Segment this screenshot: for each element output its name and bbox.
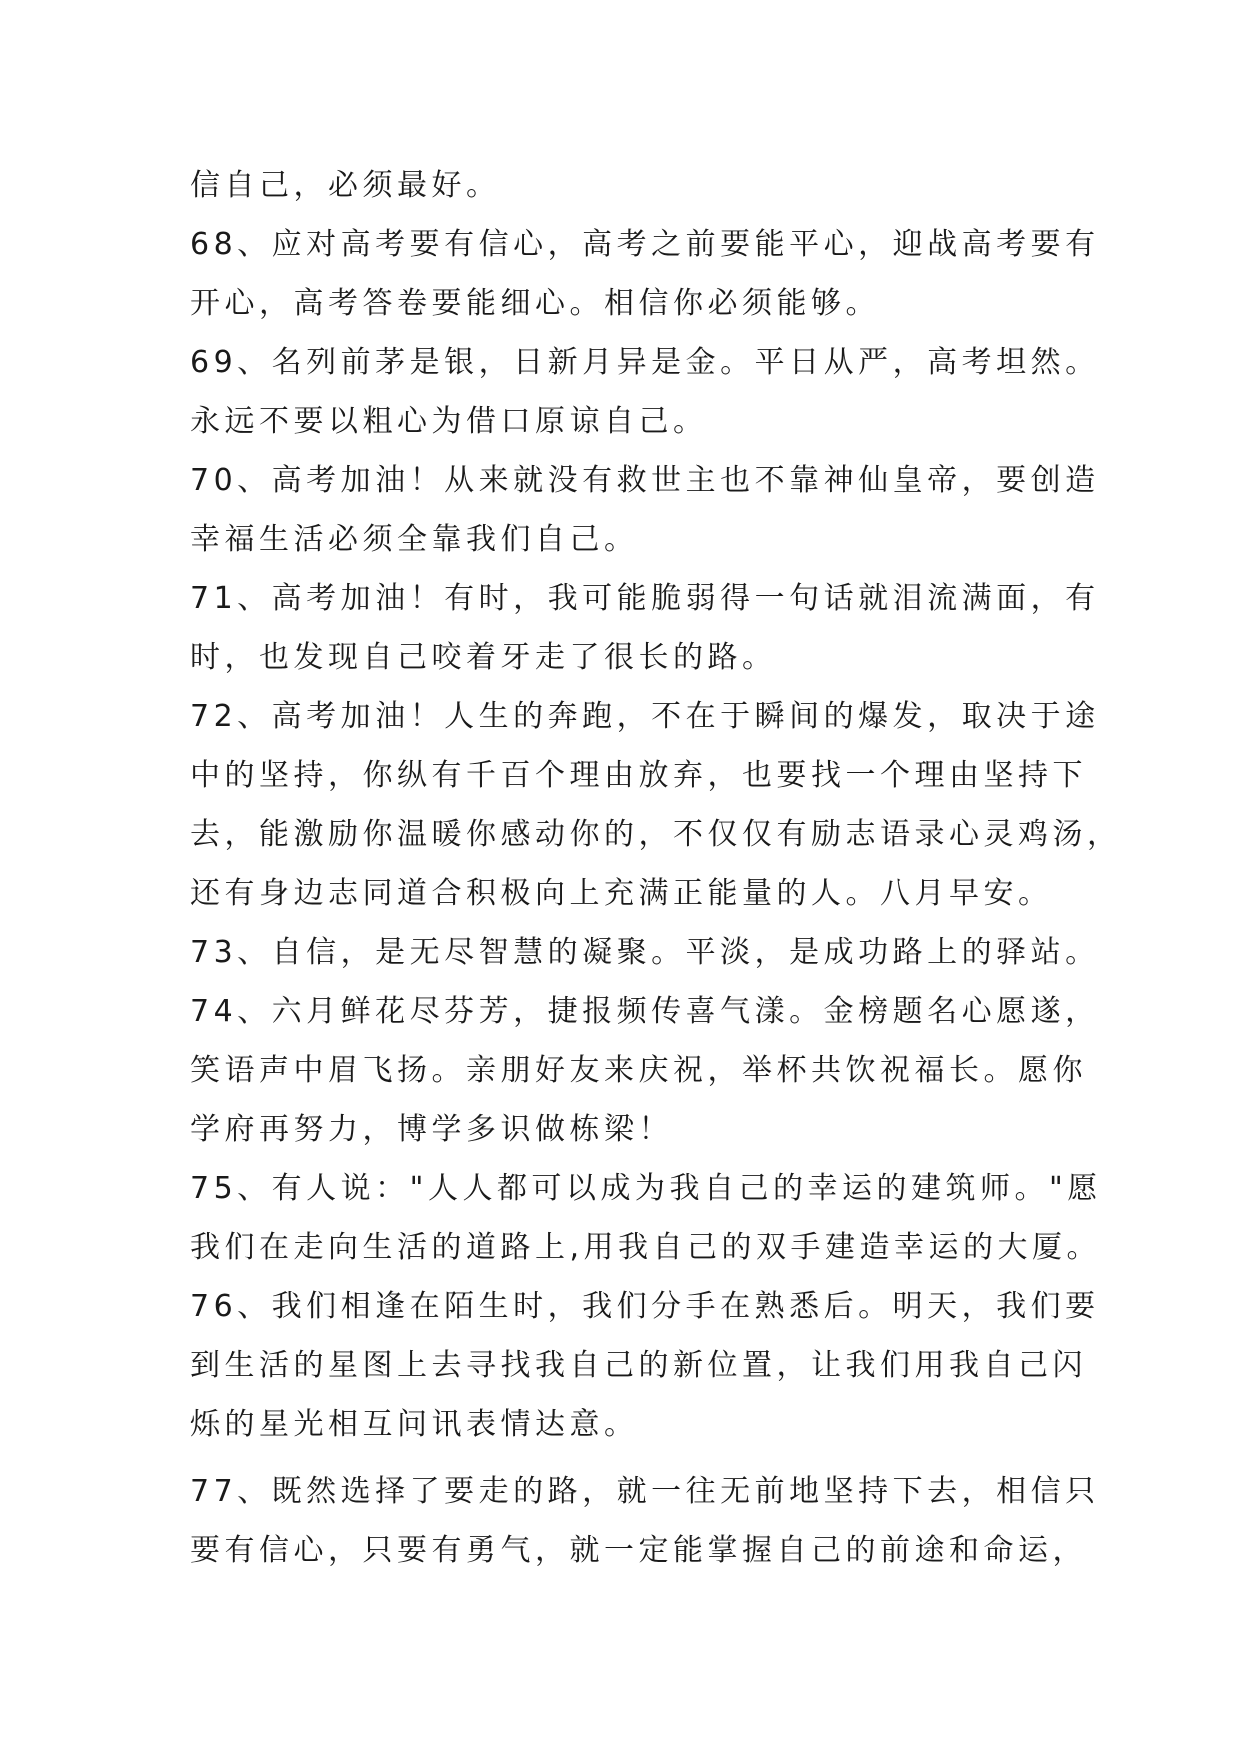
text-line: 75、有人说："人人都可以成为我自己的幸运的建筑师。"愿 [190, 1171, 1102, 1206]
text-line: 开心，高考答卷要能细心。相信你必须能够。 [190, 286, 880, 321]
text-line: 烁的星光相互问讯表情达意。 [190, 1407, 639, 1442]
text-line: 到生活的星图上去寻找我自己的新位置，让我们用我自己闪 [190, 1348, 1087, 1383]
text-line: 72、高考加油！人生的奔跑，不在于瞬间的爆发，取决于途 [190, 699, 1100, 734]
text-line: 学府再努力，博学多识做栋梁！ [190, 1112, 673, 1147]
document-body [190, 156, 1122, 1580]
text-line: 68、应对高考要有信心，高考之前要能平心，迎战高考要有 [190, 227, 1100, 262]
text-line: 信自己，必须最好。 [190, 168, 501, 203]
text-line: 77、既然选择了要走的路，就一往无前地坚持下去，相信只 [190, 1474, 1100, 1509]
text-line: 69、名列前茅是银，日新月异是金。平日从严，高考坦然。 [190, 345, 1100, 380]
text-line: 笑语声中眉飞扬。亲朋好友来庆祝，举杯共饮祝福长。愿你 [190, 1053, 1087, 1088]
text-line: 71、高考加油！有时，我可能脆弱得一句话就泪流满面，有 [190, 581, 1100, 616]
text-line: 幸福生活必须全靠我们自己。 [190, 522, 639, 557]
text-line: 中的坚持，你纵有千百个理由放弃，也要找一个理由坚持下 [190, 758, 1087, 793]
text-line: 去，能激励你温暖你感动你的，不仅仅有励志语录心灵鸡汤， [190, 817, 1122, 852]
text-line: 74、六月鲜花尽芬芳，捷报频传喜气漾。金榜题名心愿遂， [190, 994, 1100, 1029]
text-line: 70、高考加油！从来就没有救世主也不靠神仙皇帝，要创造 [190, 463, 1100, 498]
text-line: 我们在走向生活的道路上,用我自己的双手建造幸运的大厦。 [190, 1230, 1102, 1265]
text-line: 73、自信，是无尽智慧的凝聚。平淡，是成功路上的驿站。 [190, 935, 1100, 970]
text-line: 还有身边志同道合积极向上充满正能量的人。八月早安。 [190, 876, 1053, 911]
text-line: 要有信心，只要有勇气，就一定能掌握自己的前途和命运， [190, 1533, 1087, 1568]
text-line: 76、我们相逢在陌生时，我们分手在熟悉后。明天，我们要 [190, 1289, 1100, 1324]
text-line: 永远不要以粗心为借口原谅自己。 [190, 404, 708, 439]
text-line: 时，也发现自己咬着牙走了很长的路。 [190, 640, 777, 675]
